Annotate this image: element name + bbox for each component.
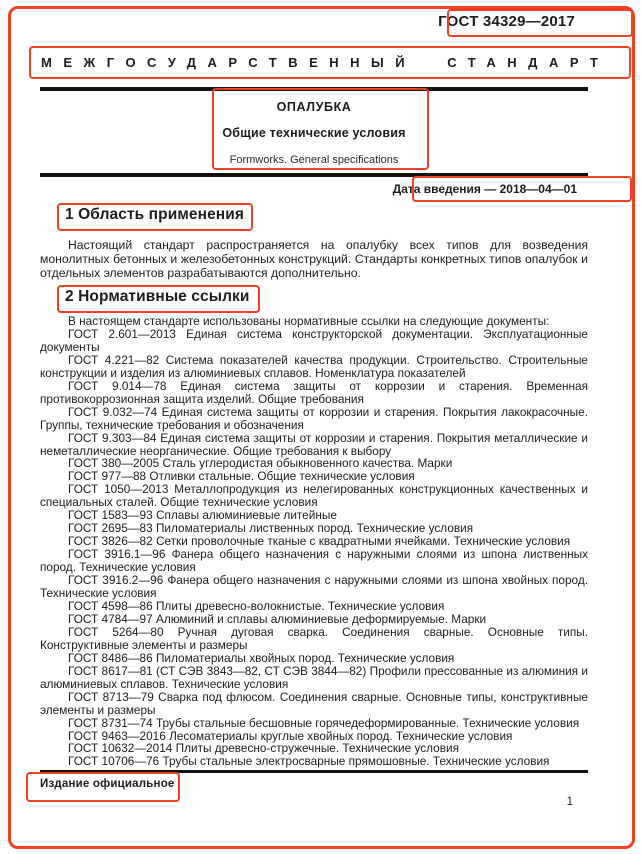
reference-item: ГОСТ 9.303—84 Единая система защиты от коррозии и старения. Покрытия металлические и неметаллические неорганические. Общие требования к выбору: [40, 430, 588, 458]
edition-note: Издание официальное: [40, 778, 175, 790]
reference-item: ГОСТ 977—88 Отливки стальные. Общие технические условия: [68, 469, 415, 484]
reference-item: ГОСТ 8486—86 Пиломатериалы хвойных пород. Технические условия: [68, 650, 455, 665]
references-list: [40, 315, 588, 768]
reference-item: ГОСТ 1583—93 Сплавы алюминиевые литейные: [68, 508, 337, 523]
header-rule-bottom: [40, 173, 588, 177]
reference-item: ГОСТ 8713—79 Сварка под флюсом. Соединения сварные. Основные типы, конструктивные элементы и размеры: [40, 689, 588, 717]
reference-item: ГОСТ 2.601—2013 Единая система конструкторской документации. Эксплуатационные документы: [40, 326, 588, 354]
reference-item: ГОСТ 380—2005 Сталь углеродистая обыкновенного качества. Марки: [68, 456, 453, 471]
reference-item: ГОСТ 8617—81 (СТ СЭВ 3843—82, СТ СЭВ 3844—82) Профили прессованные из алюминия и алюминиевых сплавов. Технические условия: [40, 663, 588, 691]
reference-item: ГОСТ 4.221—82 Система показателей качества продукции. Строительство. Строительные конструкции и изделия из алюминиевых сплавов. Номенклатура показателей: [40, 352, 588, 380]
reference-item: ГОСТ 4598—86 Плиты древесно-волокнистые. Технические условия: [68, 598, 445, 613]
reference-item: ГОСТ 2695—83 Пиломатериалы лиственных пород. Технические условия: [68, 521, 474, 536]
reference-item: ГОСТ 3916.2—96 Фанера общего назначения с наружными слоями из шпона хвойных пород. Технические условия: [40, 573, 588, 601]
doc-number: ГОСТ 34329—2017: [438, 13, 575, 30]
page-number: 1: [566, 796, 573, 808]
effective-date: Дата введения — 2018—04—01: [392, 182, 577, 196]
document-title-en: Formworks. General specifications: [229, 154, 399, 166]
reference-item: ГОСТ 5264—80 Ручная дуговая сварка. Соединения сварные. Основные типы. Конструктивные элементы и размеры: [40, 624, 588, 652]
reference-item: ГОСТ 4784—97 Алюминий и сплавы алюминиевые деформируемые. Марки: [68, 611, 487, 626]
reference-item: ГОСТ 10706—76 Трубы стальные электросварные прямошовные. Технические условия: [68, 754, 550, 769]
reference-item: ГОСТ 10632—2014 Плиты древесно-стружечные. Технические условия: [68, 741, 459, 756]
reference-item: ГОСТ 9.014—78 Единая система защиты от коррозии и старения. Временная противокоррозионная защита изделий. Общие требования: [40, 378, 588, 406]
reference-item: ГОСТ 9.032—74 Единая система защиты от коррозии и старения. Покрытия лакокрасочные. Группы, технические требования и обозначения: [40, 404, 588, 432]
reference-item: ГОСТ 9463—2016 Лесоматериалы круглые хвойных пород. Технические условия: [68, 728, 513, 743]
section2-heading: 2 Нормативные ссылки: [65, 288, 250, 305]
reference-item: ГОСТ 3826—82 Сетки проволочные тканые с квадратными ячейками. Технические условия: [68, 534, 571, 549]
section1-heading: 1 Область применения: [65, 206, 245, 223]
footer-rule: [40, 770, 588, 773]
document-title-ru: ОПАЛУБКА: [276, 100, 352, 114]
section1-paragraph: Настоящий стандарт распространяется на опалубку всех типов для возведения монолитных бетонных и железобетонных конструкций. Стандарты конкретных типов опалубок и отдельных элементов разрабатываются дополнительно.: [40, 238, 588, 280]
reference-item: ГОСТ 8731—74 Трубы стальные бесшовные горячедеформированные. Технические условия: [68, 715, 580, 730]
document-subtitle-ru: Общие технические условия: [222, 126, 406, 140]
reference-item: ГОСТ 1050—2013 Металлопродукция из нелегированных конструкционных качественных и специальных сталей. Общие технические условия: [40, 482, 588, 510]
references-intro: В настоящем стандарте использованы нормативные ссылки на следующие документы:: [68, 314, 550, 328]
reference-item: ГОСТ 3916.1—96 Фанера общего назначения с наружными слоями из шпона лиственных пород. Технические условия: [40, 547, 588, 575]
header-rule-top: [40, 87, 588, 91]
standard-type-title: МЕЖГОСУДАРСТВЕННЫЙ СТАНДАРТ: [41, 55, 610, 70]
